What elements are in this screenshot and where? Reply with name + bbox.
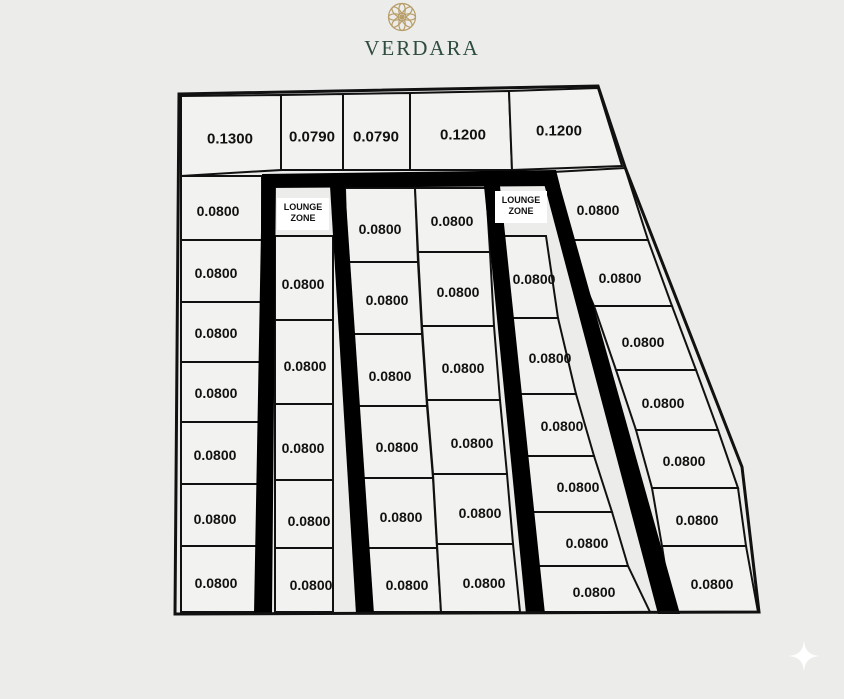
road-band <box>262 170 560 188</box>
lot-area-label: 0.0800 <box>379 509 423 525</box>
lot-area-label: 0.0800 <box>283 358 327 374</box>
lot-area-label: 0.0800 <box>436 284 480 300</box>
lot-area-label: 0.0800 <box>281 276 325 292</box>
lounge-zone-label: LOUNGE <box>283 202 323 212</box>
lot-area-label: 0.0800 <box>368 368 412 384</box>
lot-area-label: 0.0800 <box>662 453 706 469</box>
lot-area-label: 0.0800 <box>556 479 600 495</box>
lot-area-label: 0.1200 <box>536 122 582 140</box>
lot-area-label: 0.0790 <box>289 128 335 146</box>
lot-area-label: 0.0800 <box>572 584 616 600</box>
lot-area-label: 0.0790 <box>353 128 399 146</box>
lot-area-label: 0.0800 <box>194 385 238 401</box>
lot-area-label: 0.0800 <box>540 418 584 434</box>
lot-area-label: 0.0800 <box>193 447 237 463</box>
lot-area-label: 0.0800 <box>194 265 238 281</box>
brand-name: VERDARA <box>364 36 480 60</box>
lounge-zone-label: ZONE <box>508 206 534 216</box>
lot-area-label: 0.1300 <box>207 130 253 148</box>
lot-area-label: 0.0800 <box>375 439 419 455</box>
lot-area-label: 0.0800 <box>621 334 665 350</box>
lot-area-label: 0.0800 <box>512 271 556 287</box>
lot-area-label: 0.0800 <box>289 577 333 593</box>
lot-area-label: 0.0800 <box>365 292 409 308</box>
lot-area-label: 0.0800 <box>441 360 485 376</box>
lot-area-label: 0.0800 <box>287 513 331 529</box>
lot-area-label: 0.0800 <box>565 535 609 551</box>
lounge-zone-label: LOUNGE <box>501 195 541 205</box>
lot-area-label: 0.0800 <box>430 213 474 229</box>
lot-area-label: 0.0800 <box>598 270 642 286</box>
lot-area-label: 0.0800 <box>194 325 238 341</box>
lot-area-label: 0.0800 <box>576 202 620 218</box>
lot-area-label: 0.0800 <box>194 575 238 591</box>
lot-area-label: 0.0800 <box>462 575 506 591</box>
lot-area-label: 0.0800 <box>385 577 429 593</box>
lot-area-label: 0.1200 <box>440 126 486 144</box>
lot-area-label: 0.0800 <box>358 221 402 237</box>
lot-area-label: 0.0800 <box>690 576 734 592</box>
lot-area-label: 0.0800 <box>458 505 502 521</box>
lot-area-label: 0.0800 <box>528 350 572 366</box>
lot-area-label: 0.0800 <box>196 203 240 219</box>
lot-area-label: 0.0800 <box>450 435 494 451</box>
lot-area-label: 0.0800 <box>641 395 685 411</box>
sparkle-icon <box>786 638 822 674</box>
lot-area-label: 0.0800 <box>281 440 325 456</box>
lot-area-label: 0.0800 <box>193 511 237 527</box>
lot-area-label: 0.0800 <box>675 512 719 528</box>
lounge-zone-label: ZONE <box>290 213 316 223</box>
